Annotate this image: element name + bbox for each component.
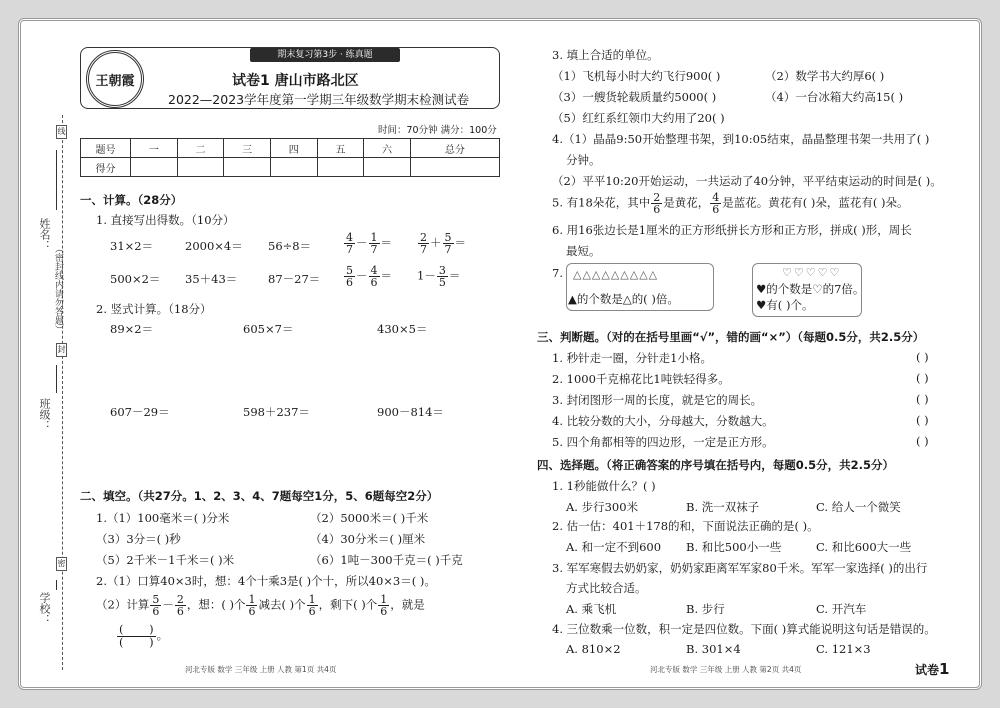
- judge-answer-blank[interactable]: ( ): [916, 434, 929, 448]
- class-label: 班级：: [38, 398, 51, 431]
- score-table: [80, 138, 500, 177]
- score-cell[interactable]: [224, 158, 271, 177]
- judge-answer-blank[interactable]: ( ): [916, 413, 929, 427]
- binding-mark: 线: [56, 125, 67, 139]
- class-underline: [56, 365, 57, 393]
- text-fragment: ，想：( )个: [186, 597, 246, 612]
- binding-mark: 封: [56, 343, 67, 357]
- heart-question: ♥有( )个。: [756, 298, 814, 312]
- score-cell[interactable]: [131, 158, 178, 177]
- calc-item-fraction: $\frac{2}{7}$ ＋ $\frac{5}{7}$ ＝: [420, 231, 466, 256]
- choice-4: 4. 三位数乘一位数，积一定是四位数。下面( )算式能说明这句话是错误的。: [552, 622, 936, 636]
- exam-sheet: [18, 18, 982, 690]
- question-3-5: （5）红红系红领巾大约用了20( ): [552, 111, 725, 125]
- vertical-calc: 605×7＝: [243, 322, 294, 336]
- table-row: [81, 158, 500, 177]
- judge-answer-blank[interactable]: ( ): [916, 350, 929, 364]
- choice-option[interactable]: B. 和比500小一些: [686, 540, 782, 554]
- section-2-title: 二、填空。（共27分。1、2、3、4、7题每空1分，5、6题每空2分）: [80, 489, 439, 503]
- paper-tag-number: 1: [939, 660, 950, 678]
- choice-option[interactable]: C. 121×3: [816, 642, 871, 656]
- judge-answer-blank[interactable]: ( ): [916, 371, 929, 385]
- choice-option[interactable]: C. 开汽车: [816, 602, 867, 616]
- question-4-2: （2）平平10:20开始运动，一共运动了40分钟，平平结束运动的时间是( )。: [552, 174, 942, 188]
- calc-item-fraction: 1－ $\frac{3}{5}$ ＝: [417, 264, 461, 289]
- question-7-label: 7.: [552, 266, 563, 280]
- name-label: 姓名：: [38, 218, 51, 251]
- text-fragment: 是黄花，: [663, 195, 710, 210]
- step-bar: 期末复习第3步 · 练真题: [250, 48, 400, 62]
- calc-item: 35＋43＝: [185, 272, 238, 286]
- fill-1-4: （4）30分米＝( )厘米: [310, 532, 426, 546]
- table-cell: 一: [131, 139, 178, 158]
- footer-left: 河北专版 数学 三年级 上册 人教 第1页 共4页: [185, 665, 337, 674]
- calc-item: 31×2＝: [110, 239, 154, 253]
- school-underline: [56, 580, 57, 590]
- table-cell: 三: [224, 139, 271, 158]
- question-3-3: （3）一艘货轮载质量约5000( ): [552, 90, 717, 104]
- question-3-4: （4）一台冰箱大约高15( ): [765, 90, 904, 104]
- fill-2-1: 2.（1）口算40×3时，想：4个十乘3是( )个十，所以40×3＝( )。: [96, 574, 436, 588]
- table-cell: 二: [177, 139, 224, 158]
- question-4-1-cont: 分钟。: [566, 153, 601, 167]
- choice-option[interactable]: C. 给人一个微笑: [816, 500, 901, 514]
- choice-3: 3. 军军寒假去奶奶家，奶奶家距离军军家80千米。军军一家选择( )的出行: [552, 561, 928, 575]
- school-label: 学校：: [38, 592, 51, 625]
- question-6-cont: 最短。: [566, 244, 601, 258]
- text-fragment: ，剩下( )个: [318, 597, 378, 612]
- choice-option[interactable]: A. 乘飞机: [566, 602, 617, 616]
- fill-2-2: （2）计算 $\frac{5}{6}$ － $\frac{2}{6}$ ，想：( )个 $\frac{1}{6}$ 减去( )个 $\frac{1}{6}$ ，剩下( )个 $\frac{1}{6}$ ，就是: [96, 593, 425, 618]
- text-fragment: 是蓝花。黄花有( )朵，蓝花有( )朵。: [722, 195, 909, 210]
- text-fragment: 5. 有18朵花，其中: [552, 195, 651, 210]
- time-score: 时间：70分钟 满分：100分: [378, 125, 497, 136]
- logo-text: 王朝霞: [95, 73, 135, 89]
- fill-1-3: （3）3分＝( )秒: [96, 532, 181, 546]
- calc-item: 87－27＝: [268, 272, 321, 286]
- page-title: 试卷1 唐山市路北区: [232, 73, 359, 89]
- score-cell[interactable]: [270, 158, 317, 177]
- heart-fact: ♥的个数是♡的7倍。: [756, 282, 865, 296]
- section-4-title: 四、选择题。（将正确答案的序号填在括号内，每题0.5分，共2.5分）: [537, 458, 894, 472]
- choice-option[interactable]: B. 301×4: [686, 642, 741, 656]
- calc-item-fraction: $\frac{5}{6}$ － $\frac{4}{6}$ ＝: [346, 264, 392, 289]
- score-cell[interactable]: [410, 158, 499, 177]
- name-underline: [56, 150, 57, 210]
- question-3: 3. 填上合适的单位。: [552, 48, 659, 62]
- footer-right: 河北专版 数学 三年级 上册 人教 第2页 共4页: [650, 665, 802, 674]
- question-1-2: 2. 竖式计算。（18分）: [96, 302, 212, 316]
- binding-mark: 密: [56, 557, 67, 571]
- table-cell: 得分: [81, 158, 131, 177]
- table-cell: 四: [270, 139, 317, 158]
- table-cell: 六: [364, 139, 411, 158]
- judge-answer-blank[interactable]: ( ): [916, 392, 929, 406]
- question-4-1: 4.（1）晶晶9:50开始整理书架，到10:05结束，晶晶整理书架一共用了( ): [552, 132, 930, 146]
- table-cell: 五: [317, 139, 364, 158]
- vertical-calc: 430×5＝: [377, 322, 428, 336]
- choice-option[interactable]: C. 和比600大一些: [816, 540, 912, 554]
- choice-option[interactable]: A. 步行300米: [566, 500, 639, 514]
- binding-line: [62, 115, 63, 670]
- question-5: 5. 有18朵花，其中 $\frac{2}{6}$ 是黄花， $\frac{4}{6}$ 是蓝花。黄花有( )朵，蓝花有( )朵。: [552, 191, 909, 216]
- text-fragment: ，就是: [390, 597, 425, 612]
- choice-2: 2. 估一估：401＋178的和，下面说法正确的是( )。: [552, 519, 819, 533]
- score-cell[interactable]: [364, 158, 411, 177]
- judge-1: 1. 秒针走一圈，分针走1小格。: [552, 351, 712, 365]
- section-3-title: 三、判断题。（对的在括号里画“√”，错的画“×”）（每题0.5分，共2.5分）: [537, 330, 925, 344]
- score-cell[interactable]: [177, 158, 224, 177]
- calc-item: 2000×4＝: [185, 239, 243, 253]
- vertical-calc: 89×2＝: [110, 322, 154, 336]
- page-subtitle: 2022—2023学年度第一学期三年级数学期末检测试卷: [168, 92, 470, 107]
- calc-item: 56÷8＝: [268, 239, 312, 253]
- answer-fraction-blank[interactable]: ( ) ( ) 。: [119, 622, 169, 649]
- vertical-calc: 900－814＝: [377, 405, 444, 419]
- text-fragment: 。: [156, 628, 169, 642]
- question-6: 6. 用16张边长是1厘米的正方形纸拼长方形和正方形，拼成( )形，周长: [552, 223, 912, 237]
- hearts-row: ♡♡♡♡♡: [782, 266, 842, 279]
- question-1-1: 1. 直接写出得数。（10分）: [96, 213, 235, 227]
- text-fragment: 减去( )个: [258, 597, 306, 612]
- judge-4: 4. 比较分数的大小，分母越大，分数越大。: [552, 414, 774, 428]
- judge-2: 2. 1000千克棉花比1吨铁轻得多。: [552, 372, 730, 386]
- choice-1: 1. 1秒能做什么？( ): [552, 479, 656, 493]
- fill-1-6: （6）1吨－300千克＝( )千克: [310, 553, 463, 567]
- choice-3-cont: 方式比较合适。: [566, 581, 647, 595]
- table-row: [81, 139, 500, 158]
- calc-item-fraction: $\frac{4}{7}$ － $\frac{1}{7}$ ＝: [346, 231, 392, 256]
- paper-tag: [915, 660, 949, 678]
- judge-5: 5. 四个角都相等的四边形，一定是正方形。: [552, 435, 774, 449]
- question-3-2: （2）数学书大约厚6( ): [765, 69, 885, 83]
- paper-tag-label: 试卷: [915, 663, 940, 677]
- text-fragment: （2）计算: [96, 597, 150, 612]
- fill-1-5: （5）2千米－1千米＝( )米: [96, 553, 235, 567]
- question-3-1: （1）飞机每小时大约飞行900( ): [552, 69, 721, 83]
- section-1-title: 一、计算。（28分）: [80, 193, 183, 207]
- choice-option[interactable]: A. 810×2: [566, 642, 621, 656]
- choice-option[interactable]: B. 洗一双袜子: [686, 500, 760, 514]
- judge-3: 3. 封闭图形一周的长度，就是它的周长。: [552, 393, 763, 407]
- publisher-logo: [86, 50, 144, 108]
- vertical-calc: 598＋237＝: [243, 405, 310, 419]
- binding-note: （密封线内请勿答题）: [53, 244, 63, 334]
- choice-option[interactable]: A. 和一定不到600: [566, 540, 662, 554]
- score-cell[interactable]: [317, 158, 364, 177]
- calc-item: 500×2＝: [110, 272, 161, 286]
- table-cell: 总分: [410, 139, 499, 158]
- fill-1-1: 1.（1）100毫米＝( )分米: [96, 511, 230, 525]
- table-cell: 题号: [81, 139, 131, 158]
- triangle-question: ▲的个数是△的( )倍。: [568, 292, 679, 306]
- triangles-row: △△△△△△△△△: [573, 268, 659, 281]
- choice-option[interactable]: B. 步行: [686, 602, 725, 616]
- vertical-calc: 607－29＝: [110, 405, 170, 419]
- fill-1-2: （2）5000米＝( )千米: [310, 511, 429, 525]
